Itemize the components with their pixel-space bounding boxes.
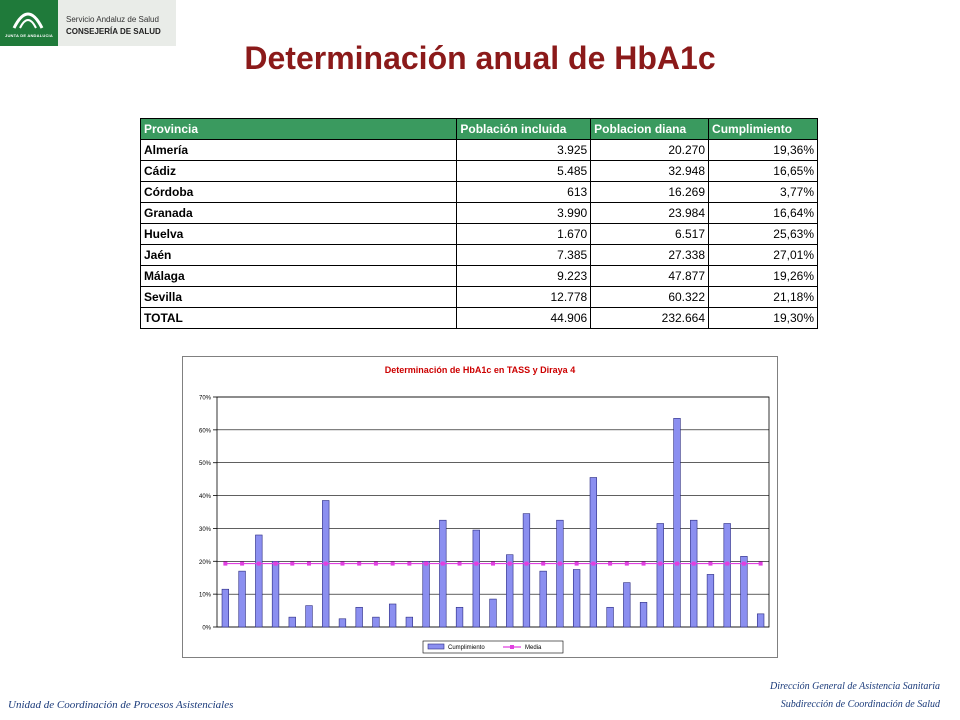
cell-poblacion-diana: 27.338 (591, 245, 709, 266)
chart (182, 356, 778, 658)
mean-marker (474, 562, 478, 566)
header-poblacion-diana: Poblacion diana (591, 119, 709, 140)
cell-cumplimiento: 19,30% (709, 308, 818, 329)
bar (272, 561, 279, 627)
y-tick-label: 40% (198, 494, 211, 501)
bar (456, 607, 463, 627)
bar (540, 571, 547, 627)
cell-poblacion-incluida: 5.485 (457, 161, 591, 182)
bar (373, 617, 380, 627)
table-row (141, 182, 818, 203)
bar (289, 617, 296, 627)
mean-marker (274, 562, 278, 566)
cell-poblacion-diana: 23.984 (591, 203, 709, 224)
table-row (141, 287, 818, 308)
cell-poblacion-incluida: 12.778 (457, 287, 591, 308)
cell-poblacion-diana: 16.269 (591, 182, 709, 203)
mean-marker (658, 562, 662, 566)
bar (490, 599, 497, 627)
y-tick-label: 30% (198, 526, 211, 533)
header-poblacion-incluida: Población incluida (457, 119, 591, 140)
cell-poblacion-diana: 47.877 (591, 266, 709, 287)
cell-poblacion-incluida: 44.906 (457, 308, 591, 329)
footer-unit: Unidad de Coordinación de Procesos Asistenciales (8, 699, 234, 711)
mean-marker (407, 562, 411, 566)
bar (607, 607, 614, 627)
cell-provincia: Córdoba (141, 182, 457, 203)
mean-marker (608, 562, 612, 566)
mean-marker (759, 562, 763, 566)
cell-cumplimiento: 3,77% (709, 182, 818, 203)
mean-marker (441, 562, 445, 566)
plot-area (217, 397, 769, 627)
mean-marker (508, 562, 512, 566)
mean-marker (591, 562, 595, 566)
bar (473, 530, 480, 627)
mean-marker (374, 562, 378, 566)
cell-provincia: Cádiz (141, 161, 457, 182)
cell-poblacion-incluida: 3.990 (457, 203, 591, 224)
chart-title: Determinación de HbA1c en TASS y Diraya 4 (384, 365, 576, 375)
bar (306, 606, 313, 627)
mean-marker (708, 562, 712, 566)
mean-marker (290, 562, 294, 566)
province-table (140, 118, 818, 329)
y-tick-label: 70% (198, 395, 211, 402)
header-provincia: Provincia (141, 119, 457, 140)
cell-provincia: Almería (141, 140, 457, 161)
table-header-row (141, 119, 818, 140)
cell-provincia: Huelva (141, 224, 457, 245)
footer-subdirection: Subdirección de Coordinación de Salud (780, 699, 940, 710)
mean-marker (424, 562, 428, 566)
bar (590, 478, 597, 628)
cell-provincia: Granada (141, 203, 457, 224)
bar (741, 556, 748, 627)
mean-marker (307, 562, 311, 566)
y-tick-label: 20% (198, 559, 211, 566)
cell-cumplimiento: 25,63% (709, 224, 818, 245)
legend-marker-media (510, 645, 514, 649)
cell-poblacion-incluida: 9.223 (457, 266, 591, 287)
bar (255, 535, 262, 627)
table-row (141, 245, 818, 266)
y-tick-label: 0% (202, 625, 211, 632)
logo-line2: CONSEJERÍA DE SALUD (66, 27, 161, 36)
cell-cumplimiento: 19,36% (709, 140, 818, 161)
page-title: Determinación anual de HbA1c (244, 40, 716, 76)
bar (724, 524, 731, 628)
cell-poblacion-diana: 20.270 (591, 140, 709, 161)
mean-marker (558, 562, 562, 566)
bar (573, 570, 580, 628)
bar (523, 514, 530, 627)
mean-marker (642, 562, 646, 566)
mean-marker (223, 562, 227, 566)
legend-label-media: Media (525, 645, 542, 651)
mean-marker (742, 562, 746, 566)
y-tick-label: 10% (198, 592, 211, 599)
legend-swatch-cumplimiento (428, 644, 444, 649)
mean-marker (240, 562, 244, 566)
mean-marker (391, 562, 395, 566)
footer-direction: Dirección General de Asistencia Sanitaria (770, 681, 940, 692)
cell-cumplimiento: 16,64% (709, 203, 818, 224)
bar (707, 574, 714, 627)
table-row (141, 161, 818, 182)
cell-poblacion-incluida: 613 (457, 182, 591, 203)
cell-cumplimiento: 27,01% (709, 245, 818, 266)
cell-poblacion-incluida: 7.385 (457, 245, 591, 266)
mean-marker (625, 562, 629, 566)
table-row (141, 308, 818, 329)
mean-marker (575, 562, 579, 566)
cell-poblacion-diana: 232.664 (591, 308, 709, 329)
cell-cumplimiento: 21,18% (709, 287, 818, 308)
legend-label-cumplimiento: Cumplimiento (448, 645, 485, 651)
cell-provincia: TOTAL (141, 308, 457, 329)
bar (557, 520, 564, 627)
table-row (141, 203, 818, 224)
y-tick-label: 60% (198, 428, 211, 435)
bar (389, 604, 396, 627)
bar (757, 614, 764, 627)
cell-provincia: Jaén (141, 245, 457, 266)
arch-icon (10, 6, 46, 30)
bar (623, 583, 630, 627)
mean-marker (458, 562, 462, 566)
mean-marker (340, 562, 344, 566)
cell-poblacion-diana: 60.322 (591, 287, 709, 308)
cell-poblacion-diana: 32.948 (591, 161, 709, 182)
cell-cumplimiento: 19,26% (709, 266, 818, 287)
table-row (141, 224, 818, 245)
mean-marker (675, 562, 679, 566)
bar (439, 520, 446, 627)
bar (690, 520, 697, 627)
cell-poblacion-diana: 6.517 (591, 224, 709, 245)
bar (222, 589, 229, 627)
mean-marker (324, 562, 328, 566)
mean-marker (524, 562, 528, 566)
bar (640, 602, 647, 627)
mean-marker (541, 562, 545, 566)
bar (657, 524, 664, 628)
chart-svg (183, 357, 777, 657)
bar (339, 619, 346, 627)
cell-poblacion-incluida: 1.670 (457, 224, 591, 245)
mean-marker (725, 562, 729, 566)
table-row (141, 266, 818, 287)
bar (356, 607, 363, 627)
cell-poblacion-incluida: 3.925 (457, 140, 591, 161)
cell-provincia: Sevilla (141, 287, 457, 308)
cell-provincia: Málaga (141, 266, 457, 287)
logo-badge-text: JUNTA DE ANDALUCIA (5, 33, 53, 38)
mean-marker (692, 562, 696, 566)
bar (406, 617, 413, 627)
mean-marker (491, 562, 495, 566)
cell-cumplimiento: 16,65% (709, 161, 818, 182)
bar (674, 418, 681, 627)
header-cumplimiento: Cumplimiento (709, 119, 818, 140)
table-row (141, 140, 818, 161)
bar (239, 571, 246, 627)
mean-marker (257, 562, 261, 566)
bar (423, 561, 430, 627)
y-tick-label: 50% (198, 461, 211, 468)
logo-line1: Servicio Andaluz de Salud (66, 15, 159, 24)
mean-marker (357, 562, 361, 566)
